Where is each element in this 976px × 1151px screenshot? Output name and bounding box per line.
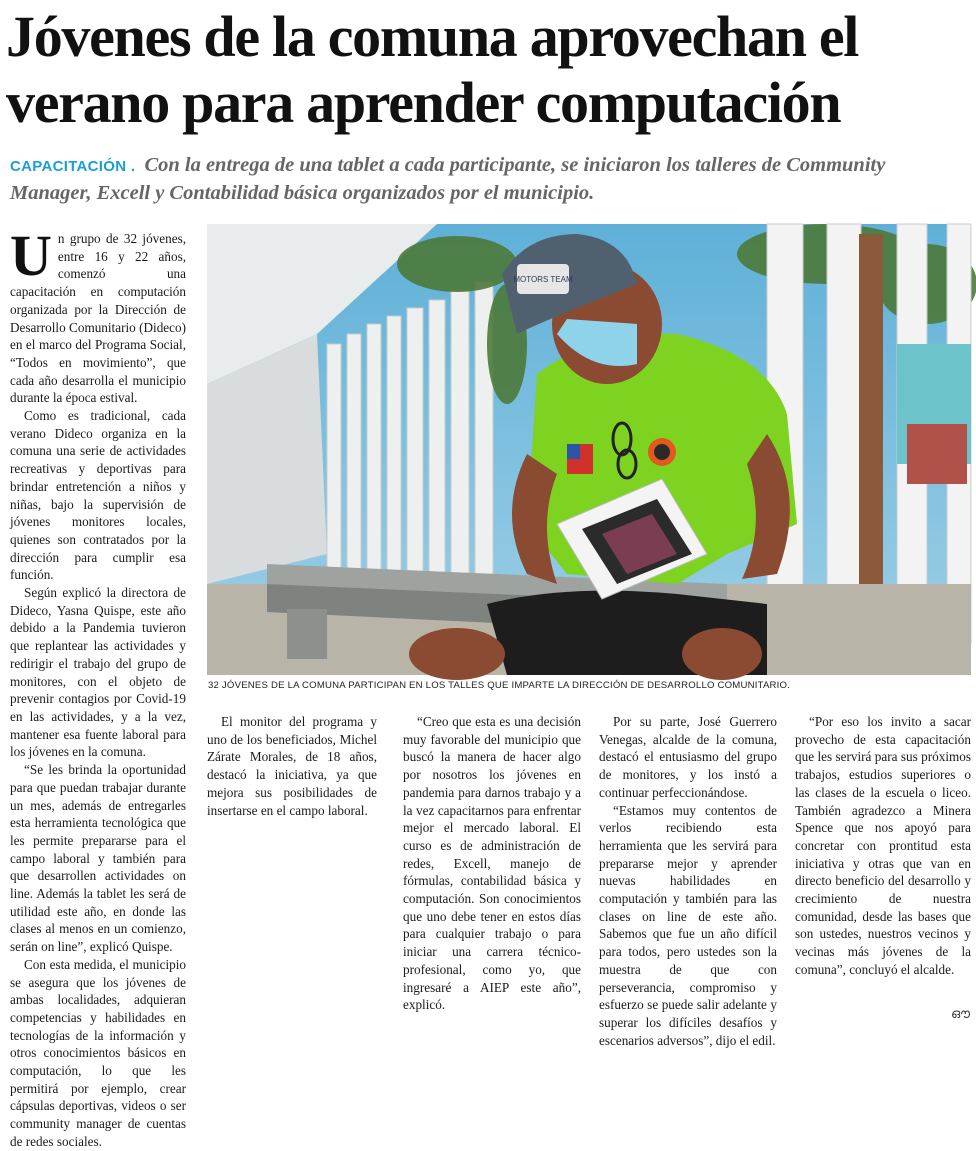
paragraph-1: Un grupo de 32 jóvenes, entre 16 y 22 años, comenzó una capacitación en computación organizada por la Dirección de Desarrollo Comunitario (Dideco) en el marco del Programa Social, “Todos en movimiento”, que cada año desarrolla el municipio durante la época estival. [10,223,186,406]
paragraph-9: “Estamos muy contentos de verlos recibiendo esta herramienta que les servirá para prepararse mejor y aprender nuevas habilidades en computación y también para las clases on line de este año. Sabemos que fue un año difícil para todos, pero ustedes son la muestra de que con perseverancia, compromiso y esfuerzo se puede salir adelante y superar los difíciles desafíos y escenarios adversos”, dijo el edil. [599,802,777,1048]
paragraph-7: “Creo que esta es una decisión muy favorable del municipio que buscó la manera de hacer algo por nosotros los jóvenes en pandemia para darnos trabajo y a la vez capacitarnos para enfrentar mejor el mercado laboral. El curso es de administración de redes, Excell, manejo de fórmulas, contabilidad básica y computación. Son conocimientos que uno debe tener en estos días para cualquier trabajo o para iniciar una carrera técnico-profesional, como yo, que ingresaré a AIEP este año”, explicó. [403,714,581,1013]
column-3 [403,713,581,1023]
column-5 [795,713,971,1023]
paragraph-3: Según explicó la directora de Dideco, Yasna Quispe, este año debido a la Pandemia tuvieron que replantear las actividades y redirigir el trabajo del grupo de monitores, con el objeto de prevenir contagios por Covid-19 en las actividades, y a la vez, mantener esa fuente laboral para los jóvenes en la comuna. [10,585,186,760]
paragraph-5: Con esta medida, el municipio se asegura que los jóvenes de ambas localidades, adquieran competencias y habilidades en tecnologías de la información y otros conocimientos básicos en computación, lo que les permitirá por ejemplo, crear cápsulas deportivas, videos o ser community manager de cuentas de redes sociales. [10,956,186,1149]
photo-illustration [207,224,971,675]
photo-caption: 32 JÓVENES DE LA COMUNA PARTICIPAN EN LOS TALLES QUE IMPARTE LA DIRECCIÓN DE DESARROLLO COMUNITARIO. [208,680,791,691]
headline-line-1: Jóvenes de la comuna aprovechan el [6,4,859,69]
article-photo [207,224,971,675]
headline [6,4,970,136]
cap-logo-text: MOTORS TEAM [513,275,573,284]
column-1 [10,223,186,1149]
column-2 [207,713,377,1023]
dropcap: U [10,223,52,288]
headline-line-2: verano para aprender computación [6,70,841,135]
deck-text: Con la entrega de una tablet a cada participante, se iniciaron los talleres de Community Manager, Excell y Contabilidad básica organizados por el municipio. [10,154,886,204]
deck [10,152,960,206]
kicker: CAPACITACIÓN . [10,158,136,175]
end-mark-icon: ഔ [950,1007,970,1022]
paragraph-10: “Por eso los invito a sacar provecho de esta capacitación que les servirá para sus próximos trabajos, estudios superiores o las clases de la escuela o liceo. También agradezco a Minera Spence que nos apoyó para concretar con prontitud esta iniciativa y otras que van en directo beneficio del desarrollo y crecimiento de nuestra comunidad, desde las bases que son ustedes, nuestros vecinos y vecinas más jóvenes de la comuna”, concluyó el alcalde. [795,714,971,977]
paragraph-6: El monitor del programa y uno de los beneficiados, Michel Zárate Morales, de 18 años, destacó la iniciativa, ya que mejora sus posibilidades de insertarse en el campo laboral. [207,714,377,818]
column-4 [599,713,777,1048]
paragraph-8: Por su parte, José Guerrero Venegas, alcalde de la comuna, destacó el entusiasmo del grupo de monitores, y los instó a continuar perfeccionándose. [599,714,777,800]
paragraph-4: “Se les brinda la oportunidad para que puedan trabajar durante un mes, además de entregarles esta herramienta tecnológica que les permite prepararse para el campo laboral y también para que desarrollen actividades on line. Además la tablet les será de utilidad este año, en donde las clases al menos en un comienzo, serán on line”, explicó Quispe. [10,762,186,955]
paragraph-2: Como es tradicional, cada verano Dideco organiza en la comuna una serie de actividades recreativas y deportivas para brindar entretención a niños y niñas, bajo la supervisión de jóvenes monitores locales, quienes son contratados por la dirección para cumplir esa función. [10,408,186,583]
